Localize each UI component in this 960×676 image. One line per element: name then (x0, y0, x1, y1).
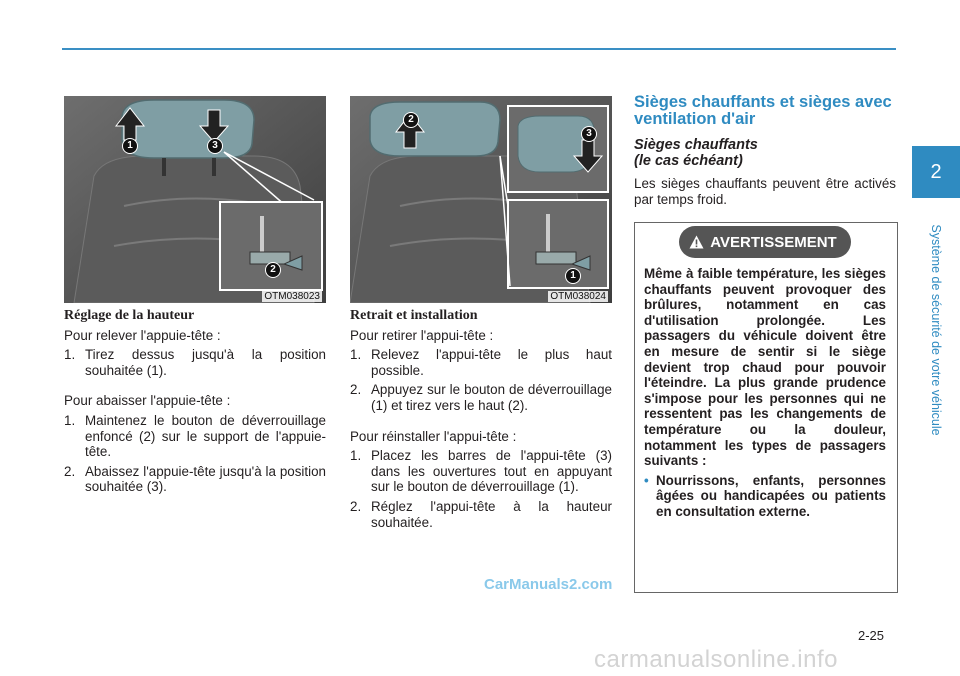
step-number: 2. (64, 463, 76, 479)
warning-badge (679, 226, 850, 258)
step-text: Abaissez l'appuie-tête jusqu'à la position souhaitée (3). (85, 463, 326, 495)
column-height-adjustment (64, 308, 326, 510)
remove-steps (350, 347, 612, 413)
step-number: 2. (350, 382, 362, 398)
figure-callout-1: 1 (122, 138, 138, 154)
section-heading: Réglage de la hauteur (64, 308, 195, 323)
warning-text: Même à faible température, les sièges chauffants peuvent provoquer des brûlures, notamment en cas d'utilisation prolongée. Les passagers du véhicule doivent être en mesure de sentir si le siège devient trop chaud pour pouvoir l'éteindre. La plus grande prudence s'impose pour les personnes qui ne ressentent pas les changements de température ou la douleur, notamment les types de passagers suivants : (644, 266, 886, 469)
warning-bullet-text: Nourrissons, enfants, personnes âgées ou handicapées ou patients en consultation externe. (656, 472, 886, 519)
sub-heading-line: Sièges chauffants (634, 137, 758, 153)
step-number: 1. (350, 347, 362, 363)
figure-callout-1: 1 (565, 268, 581, 284)
figure-callout-3: 3 (207, 138, 223, 154)
step-text: Maintenez le bouton de déverrouillage enfoncé (2) sur le support de l'appuie-tête. (85, 412, 326, 460)
warning-triangle-icon (689, 235, 704, 249)
step-text: Réglez l'appui-tête à la hauteur souhaitée. (371, 498, 612, 530)
list-item (64, 413, 326, 460)
chapter-number: 2 (930, 160, 942, 183)
header-rule (62, 48, 896, 50)
figure-code: OTM038023 (264, 291, 320, 302)
step-text: Tirez dessus jusqu'à la position souhaitée (1). (85, 347, 326, 378)
list-item (350, 448, 612, 495)
warning-header (634, 226, 896, 258)
list-item (350, 347, 612, 378)
warning-bullet (644, 473, 886, 520)
raise-steps (64, 347, 326, 378)
step-number: 1. (64, 347, 76, 363)
warning-title: AVERTISSEMENT (710, 233, 837, 251)
column-heated-seats (634, 94, 896, 211)
figure-code: OTM038024 (550, 291, 606, 302)
chapter-tab (912, 146, 960, 198)
section-heading: Sièges chauffants et sièges avec ventilation d'air (634, 93, 892, 128)
page-number: 2-25 (858, 628, 885, 643)
sub-heading (634, 137, 896, 169)
list-item (350, 499, 612, 530)
intro-text: Les sièges chauffants peuvent être activés par temps froid. (634, 176, 896, 207)
remove-intro: Pour retirer l'appui-tête : (350, 327, 494, 343)
step-number: 2. (350, 498, 362, 514)
raise-intro: Pour relever l'appuie-tête : (64, 327, 221, 343)
list-item (350, 382, 612, 413)
watermark-link[interactable]: CarManuals2.com (484, 576, 613, 593)
step-text: Placez les barres de l'appui-tête (3) dans les ouvertures tout en appuyant sur le bouton de déverrouillage (1). (371, 448, 612, 495)
warning-body (644, 266, 886, 520)
chapter-side-title (918, 200, 954, 460)
lower-intro: Pour abaisser l'appuie-tête : (64, 393, 231, 409)
step-number: 1. (350, 448, 362, 464)
step-number: 1. (64, 412, 76, 428)
figure-callout-3: 3 (581, 126, 597, 142)
list-item (64, 464, 326, 495)
bullet-dot-icon: • (644, 472, 649, 488)
figure-removal-installation (350, 96, 612, 303)
install-intro: Pour réinstaller l'appui-tête : (350, 428, 517, 444)
figure-height-adjustment (64, 96, 326, 303)
list-item (64, 347, 326, 378)
step-text: Appuyez sur le bouton de déverrouillage (1) et tirez vers le haut (2). (371, 382, 612, 413)
sub-heading-line: (le cas échéant) (634, 153, 743, 169)
footer-watermark: carmanualsonline.info (594, 646, 838, 673)
step-text: Relevez l'appui-tête le plus haut possible. (371, 347, 612, 378)
install-steps (350, 448, 612, 530)
column-removal-installation (350, 308, 612, 545)
section-heading: Retrait et installation (350, 308, 478, 323)
figure-callout-2: 2 (265, 262, 281, 278)
figure-callout-2: 2 (403, 112, 419, 128)
lower-steps (64, 413, 326, 495)
chapter-title: Système de sécurité de votre véhicule (929, 224, 943, 436)
